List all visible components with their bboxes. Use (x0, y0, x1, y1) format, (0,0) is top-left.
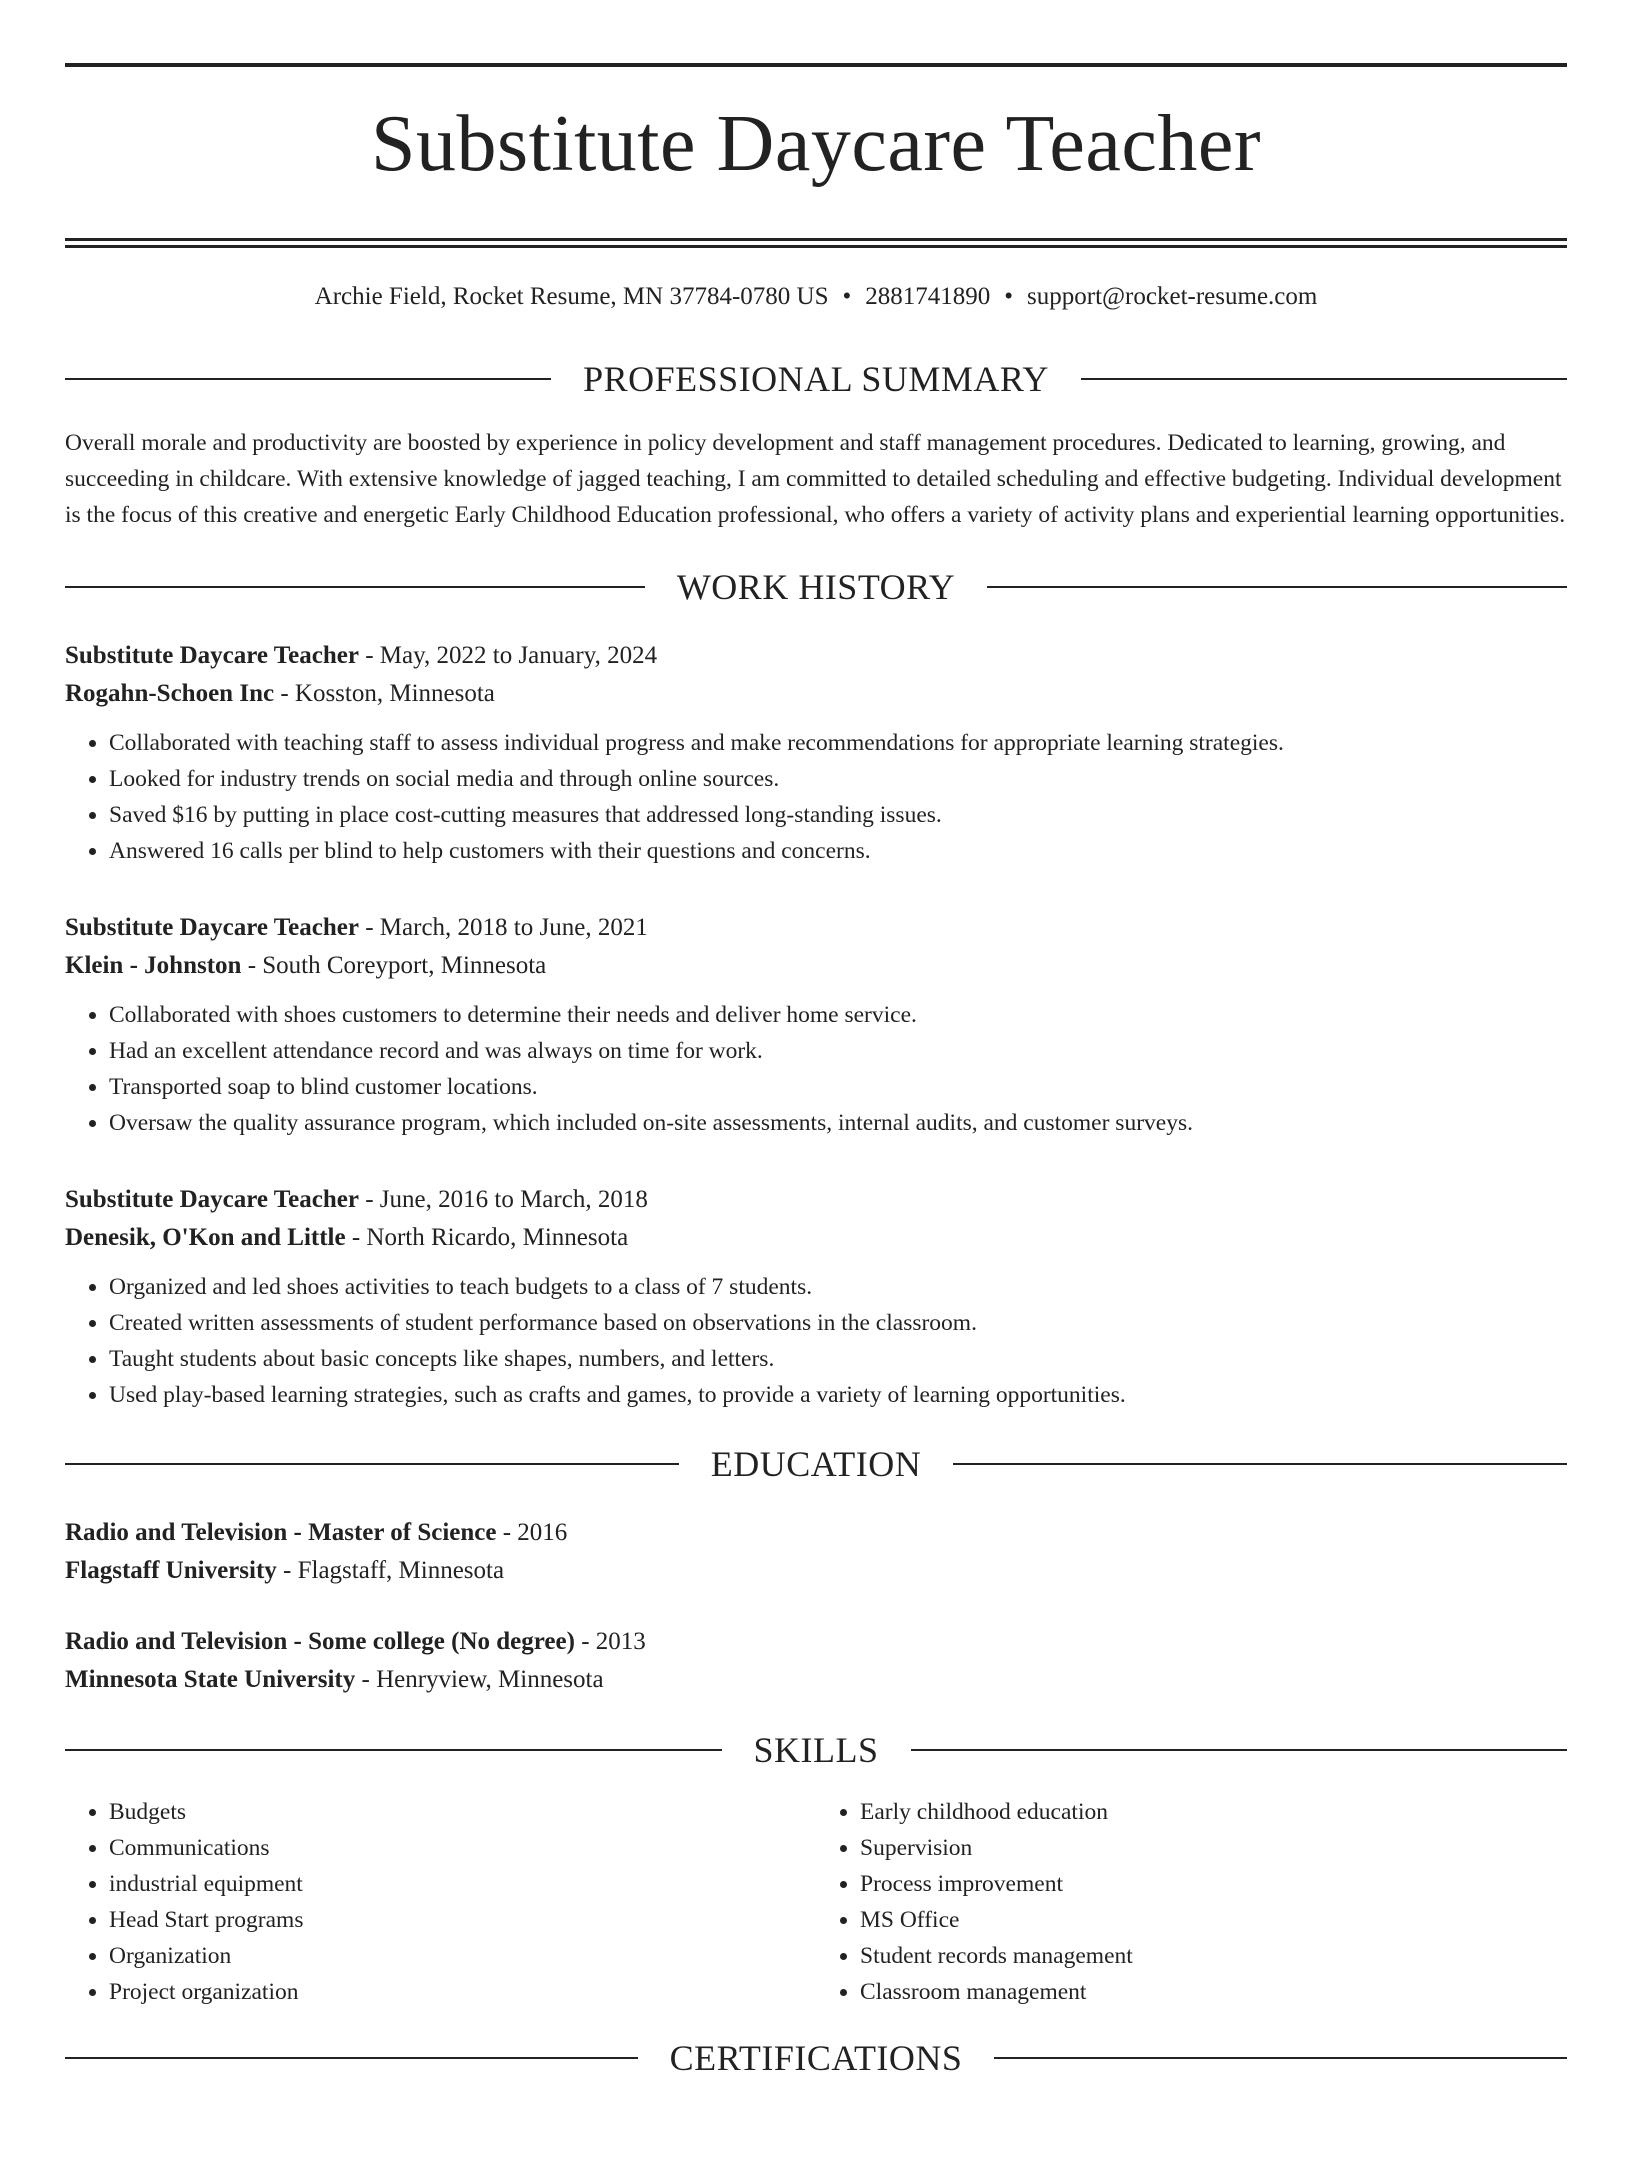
job-bullets (65, 725, 1567, 869)
certifications-heading (65, 2037, 1567, 2078)
skill-item: • industrial equipment (109, 1866, 816, 1902)
education-heading (65, 1443, 1567, 1484)
skills-column-right (816, 1794, 1567, 2010)
job-bullet: • Collaborated with teaching staff to assess individual progress and make recommendations for appropriate learning strategies. (109, 725, 1567, 761)
education-location: - Henryview, Minnesota (355, 1665, 604, 1693)
skills-column-left (65, 1794, 816, 2010)
summary-heading-label: PROFESSIONAL SUMMARY (583, 358, 1049, 399)
job-bullet: • Transported soap to blind customer locations. (109, 1069, 1567, 1105)
skills-heading (65, 1729, 1567, 1770)
job-bullet: • Used play-based learning strategies, such as crafts and games, to provide a variety of learning opportunities. (109, 1377, 1567, 1413)
contact-separator: • (1004, 282, 1014, 310)
double-rule (65, 238, 1567, 248)
skill-item: • Classroom management (860, 1974, 1567, 2010)
skills-grid (65, 1794, 1567, 2010)
job-title-line (65, 637, 1567, 675)
skill-item: • MS Office (860, 1902, 1567, 1938)
top-rule (65, 63, 1567, 67)
job-location: - North Ricardo, Minnesota (345, 1223, 629, 1251)
education-school: Minnesota State University (65, 1665, 356, 1693)
work-history-heading-label: WORK HISTORY (676, 566, 956, 607)
skills-list-right (816, 1794, 1567, 2010)
education-school: Flagstaff University (65, 1556, 277, 1584)
certifications-heading-label: CERTIFICATIONS (669, 2037, 963, 2078)
job-entry (65, 637, 1567, 869)
job-dates: - May, 2022 to January, 2024 (358, 641, 658, 669)
job-title: Substitute Daycare Teacher (65, 1185, 359, 1213)
job-bullet: • Organized and led shoes activities to teach budgets to a class of 7 students. (109, 1269, 1567, 1305)
job-title: Substitute Daycare Teacher (65, 913, 359, 941)
skill-item: • Student records management (860, 1938, 1567, 1974)
job-company-line (65, 1219, 1567, 1257)
job-location: - Kosston, Minnesota (274, 679, 495, 707)
education-degree-line (65, 1514, 1567, 1552)
skill-item: • Budgets (109, 1794, 816, 1830)
job-company-line (65, 947, 1567, 985)
education-school-line (65, 1552, 1567, 1590)
summary-text: Overall morale and productivity are boosted by experience in policy development and staff management procedures. Dedicated to learning, growing, and succeeding in childcare. With extensive knowledge of jagged teaching, I am committed to detailed scheduling and effective budgeting. Individual development is the focus of this creative and energetic Early Childhood Education professional, who offers a variety of activity plans and experiential learning opportunities. (65, 429, 1566, 528)
job-bullet: • Saved $16 by putting in place cost-cutting measures that addressed long-standing issues. (109, 797, 1567, 833)
job-title-line (65, 1181, 1567, 1219)
job-title-line (65, 909, 1567, 947)
skill-item: • Communications (109, 1830, 816, 1866)
job-bullets (65, 1269, 1567, 1413)
education-entry (65, 1514, 1567, 1590)
work-history-heading (65, 566, 1567, 607)
resume-page (0, 63, 1632, 2175)
contact-address: Archie Field, Rocket Resume, MN 37784-0780 US (314, 282, 829, 310)
education-degree-line (65, 1623, 1567, 1661)
job-company: Klein - Johnston (65, 951, 242, 979)
skill-item: • Organization (109, 1938, 816, 1974)
job-location: - South Coreyport, Minnesota (241, 951, 547, 979)
education-heading-label: EDUCATION (710, 1443, 922, 1484)
contact-email: support@rocket-resume.com (1027, 282, 1318, 310)
job-company-line (65, 675, 1567, 713)
job-bullet: • Oversaw the quality assurance program, which included on-site assessments, internal audits, and customer surveys. (109, 1105, 1567, 1141)
education-location: - Flagstaff, Minnesota (276, 1556, 505, 1584)
job-bullet: • Answered 16 calls per blind to help customers with their questions and concerns. (109, 833, 1567, 869)
job-dates: - June, 2016 to March, 2018 (358, 1185, 648, 1213)
job-title: Substitute Daycare Teacher (65, 641, 359, 669)
skill-item: • Head Start programs (109, 1902, 816, 1938)
job-entry (65, 1181, 1567, 1413)
job-bullet: • Taught students about basic concepts like shapes, numbers, and letters. (109, 1341, 1567, 1377)
education-school-line (65, 1661, 1567, 1699)
skill-item: • Project organization (109, 1974, 816, 2010)
job-bullets (65, 997, 1567, 1141)
education-year: - 2013 (574, 1627, 646, 1655)
job-bullet: • Collaborated with shoes customers to determine their needs and deliver home service. (109, 997, 1567, 1033)
skill-item: • Process improvement (860, 1866, 1567, 1902)
contact-line (65, 282, 1567, 312)
job-company: Rogahn-Schoen Inc (65, 679, 275, 707)
job-entry (65, 909, 1567, 1141)
job-bullet: • Created written assessments of student performance based on observations in the classroom. (109, 1305, 1567, 1341)
education-degree: Radio and Television - Master of Science (65, 1518, 497, 1546)
job-bullet: • Looked for industry trends on social media and through online sources. (109, 761, 1567, 797)
skill-item: • Supervision (860, 1830, 1567, 1866)
skills-heading-label: SKILLS (753, 1729, 879, 1770)
education-degree: Radio and Television - Some college (No degree) (65, 1627, 575, 1655)
job-company: Denesik, O'Kon and Little (65, 1223, 346, 1251)
contact-phone: 2881741890 (865, 282, 991, 310)
skills-list-left (65, 1794, 816, 2010)
summary-heading (65, 358, 1567, 399)
education-year: - 2016 (496, 1518, 568, 1546)
skill-item: • Early childhood education (860, 1794, 1567, 1830)
job-bullet: • Had an excellent attendance record and was always on time for work. (109, 1033, 1567, 1069)
education-entry (65, 1623, 1567, 1699)
resume-name: Substitute Daycare Teacher (371, 100, 1261, 188)
contact-separator: • (842, 282, 852, 310)
job-dates: - March, 2018 to June, 2021 (358, 913, 648, 941)
